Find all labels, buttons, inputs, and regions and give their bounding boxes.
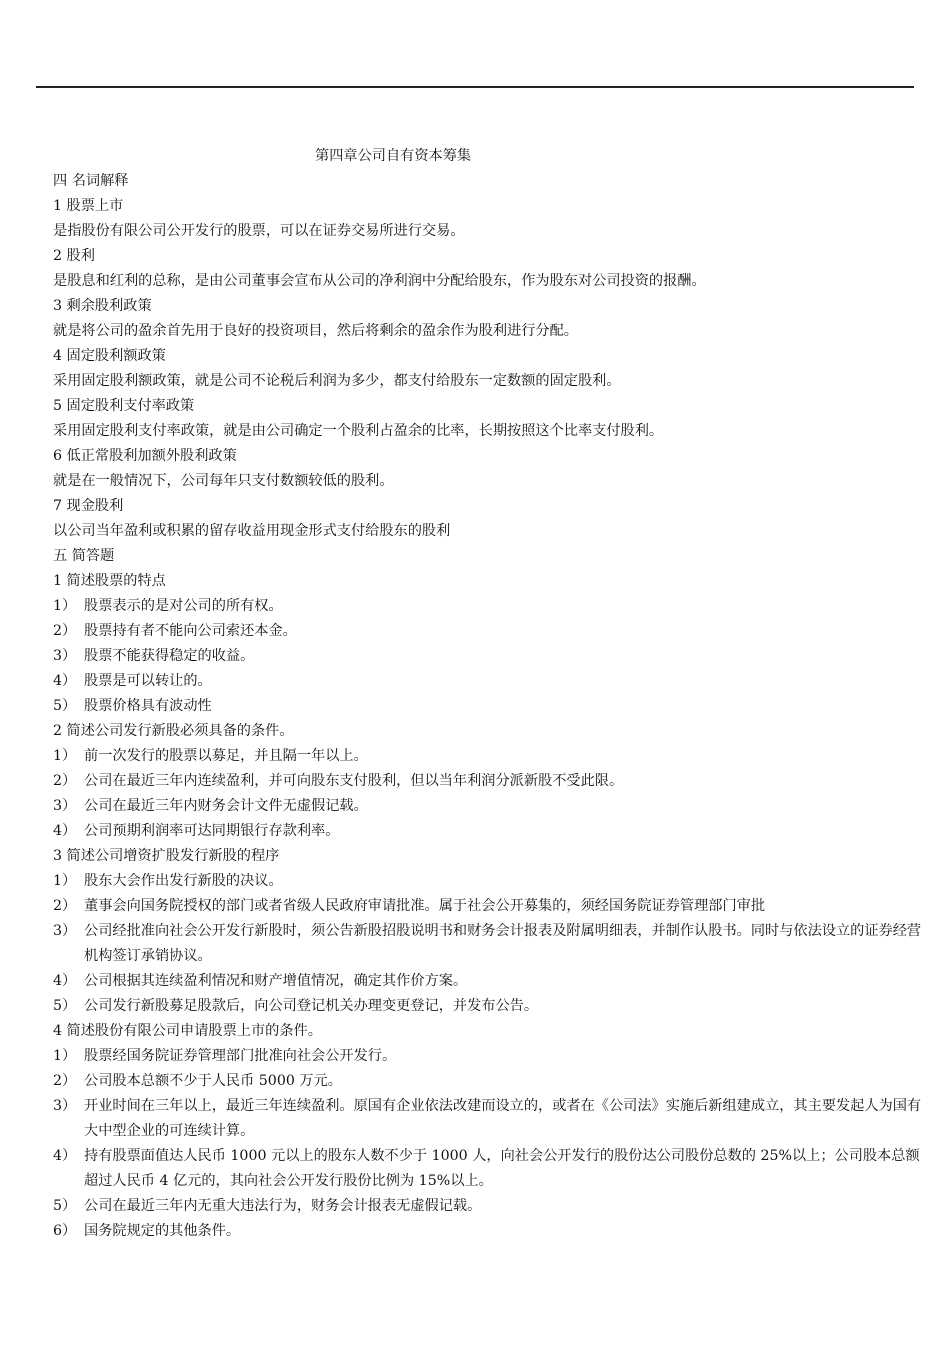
term: 7 现金股利	[53, 498, 124, 514]
list-item	[53, 869, 923, 894]
list-item	[53, 619, 923, 644]
item-text: 前一次发行的股票以募足，并且隔一年以上。	[84, 748, 368, 764]
list-item	[53, 1069, 923, 1094]
item-text: 公司股本总额不少于人民币 5000 万元。	[84, 1073, 342, 1089]
item-text: 股票持有者不能向公司索还本金。	[84, 623, 297, 639]
list-item	[53, 669, 923, 694]
list-item	[53, 1144, 923, 1194]
item-text: 股票经国务院证券管理部门批准向社会公开发行。	[84, 1048, 397, 1064]
item-text: 开业时间在三年以上，最近三年连续盈利。原国有企业依法改建而设立的，或者在《公司法》实施后新组建成立，其主要发起人为国有大中型企业的可连续计算。	[84, 1098, 922, 1139]
term: 1 股票上市	[53, 198, 124, 214]
item-number: 1）	[53, 873, 77, 889]
list-item	[53, 794, 923, 819]
item-number: 2）	[53, 1073, 77, 1089]
list-item	[53, 1219, 923, 1244]
list-item	[53, 694, 923, 719]
term: 6 低正常股利加额外股利政策	[53, 448, 237, 464]
section-heading: 五 简答题	[53, 548, 115, 564]
list-item	[53, 644, 923, 669]
item-number: 3）	[53, 648, 77, 664]
list-item	[53, 894, 923, 919]
item-number: 1）	[53, 748, 77, 764]
definition: 是股息和红利的总称，是由公司董事会宣布从公司的净利润中分配给股东，作为股东对公司投资的报酬。	[53, 273, 706, 289]
item-text: 公司在最近三年内无重大违法行为，财务会计报表无虚假记载。	[84, 1198, 482, 1214]
item-number: 1）	[53, 598, 77, 614]
list-item	[53, 769, 923, 794]
item-number: 4）	[53, 973, 77, 989]
document-body	[53, 144, 923, 1244]
item-number: 5）	[53, 698, 77, 714]
item-text: 公司经批准向社会公开发行新股时，须公告新股招股说明书和财务会计报表及附属明细表，并制作认股书。同时与依法设立的证券经营机构签订承销协议。	[84, 923, 922, 964]
item-number: 6）	[53, 1223, 77, 1239]
list-item	[53, 919, 923, 969]
item-text: 公司根据其连续盈利情况和财产增值情况，确定其作价方案。	[84, 973, 468, 989]
item-number: 2）	[53, 898, 77, 914]
term: 5 固定股利支付率政策	[53, 398, 195, 414]
question-heading: 2 简述公司发行新股必须具备的条件。	[53, 723, 294, 739]
item-number: 2）	[53, 773, 77, 789]
term: 2 股利	[53, 248, 95, 264]
item-number: 5）	[53, 998, 77, 1014]
item-text: 董事会向国务院授权的部门或者省级人民政府审请批准。属于社会公开募集的，须经国务院证券管理部门审批	[84, 898, 766, 914]
list-item	[53, 819, 923, 844]
definition: 采用固定股利支付率政策，就是由公司确定一个股利占盈余的比率，长期按照这个比率支付股利。	[53, 423, 664, 439]
page-title: 第四章公司自有资本筹集	[315, 148, 472, 164]
list-item	[53, 1194, 923, 1219]
question-heading: 1 简述股票的特点	[53, 573, 166, 589]
item-number: 5）	[53, 1198, 77, 1214]
list-item	[53, 994, 923, 1019]
section-heading: 四 名词解释	[53, 173, 129, 189]
item-number: 3）	[53, 1098, 77, 1114]
list-item	[53, 969, 923, 994]
list-item	[53, 744, 923, 769]
question-heading: 4 简述股份有限公司申请股票上市的条件。	[53, 1023, 322, 1039]
list-item	[53, 1044, 923, 1069]
item-text: 股东大会作出发行新股的决议。	[84, 873, 283, 889]
item-text: 股票价格具有波动性	[84, 698, 212, 714]
item-number: 2）	[53, 623, 77, 639]
item-number: 4）	[53, 1148, 77, 1164]
question-heading: 3 简述公司增资扩股发行新股的程序	[53, 848, 280, 864]
item-number: 1）	[53, 1048, 77, 1064]
item-text: 国务院规定的其他条件。	[84, 1223, 241, 1239]
item-number: 3）	[53, 923, 77, 939]
list-item	[53, 594, 923, 619]
definition: 以公司当年盈利或积累的留存收益用现金形式支付给股东的股利	[53, 523, 451, 539]
item-text: 股票不能获得稳定的收益。	[84, 648, 255, 664]
header-rule	[36, 86, 914, 88]
item-number: 4）	[53, 673, 77, 689]
item-text: 股票表示的是对公司的所有权。	[84, 598, 283, 614]
item-text: 公司预期利润率可达同期银行存款利率。	[84, 823, 340, 839]
definition: 就是将公司的盈余首先用于良好的投资项目，然后将剩余的盈余作为股利进行分配。	[53, 323, 578, 339]
term: 3 剩余股利政策	[53, 298, 152, 314]
item-text: 公司在最近三年内财务会计文件无虚假记载。	[84, 798, 368, 814]
item-number: 3）	[53, 798, 77, 814]
list-item	[53, 1094, 923, 1144]
item-number: 4）	[53, 823, 77, 839]
definition: 就是在一般情况下，公司每年只支付数额较低的股利。	[53, 473, 394, 489]
item-text: 股票是可以转让的。	[84, 673, 212, 689]
item-text: 持有股票面值达人民币 1000 元以上的股东人数不少于 1000 人，向社会公开发行的股份达公司股份总数的 25%以上；公司股本总额超过人民币 4 亿元的，其向社会公开发行股份比例为 15%以上。	[84, 1148, 920, 1189]
item-text: 公司发行新股募足股款后，向公司登记机关办理变更登记，并发布公告。	[84, 998, 539, 1014]
term: 4 固定股利额政策	[53, 348, 166, 364]
definition: 是指股份有限公司公开发行的股票，可以在证券交易所进行交易。	[53, 223, 465, 239]
definition: 采用固定股利额政策，就是公司不论税后利润为多少，都支付给股东一定数额的固定股利。	[53, 373, 621, 389]
item-text: 公司在最近三年内连续盈利，并可向股东支付股利，但以当年利润分派新股不受此限。	[84, 773, 624, 789]
